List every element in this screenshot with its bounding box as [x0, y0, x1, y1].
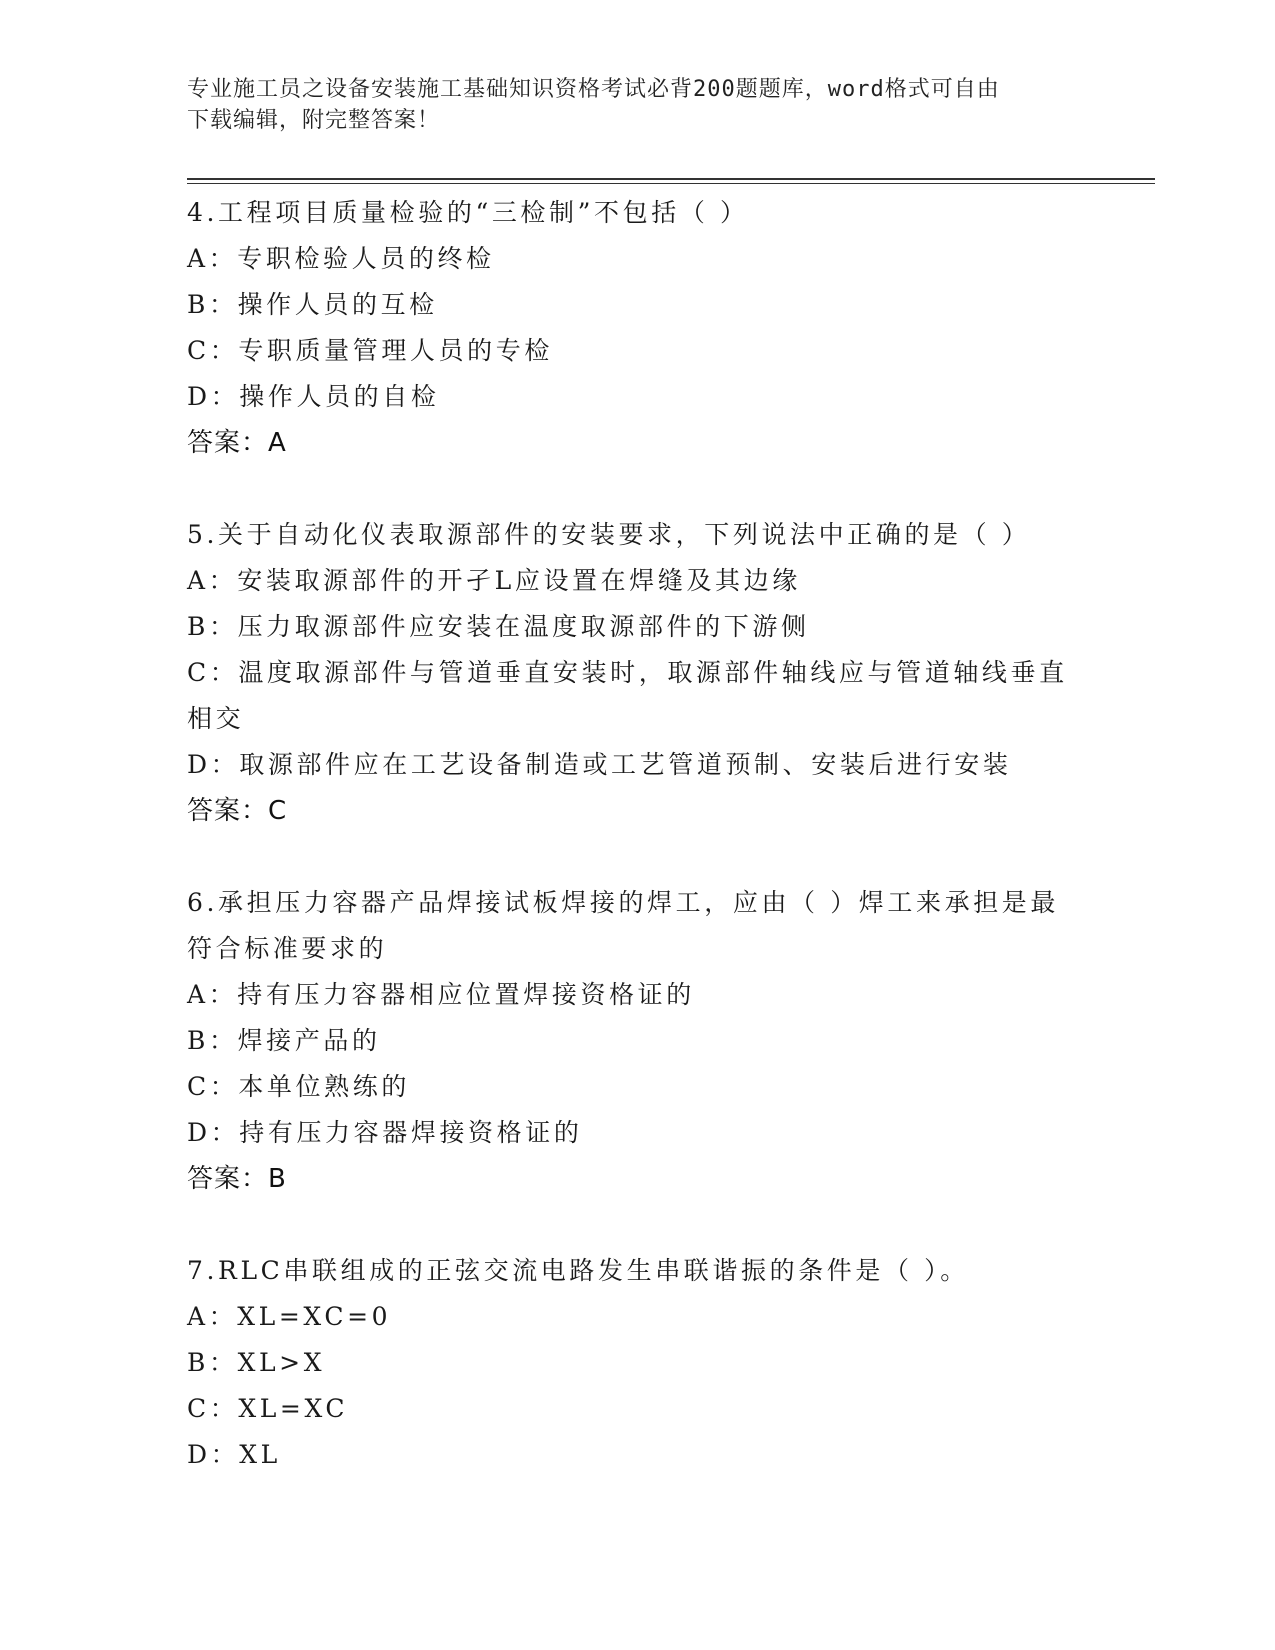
question-4	[187, 190, 1087, 466]
option-b: B：焊接产品的	[187, 1026, 381, 1055]
option-b: B：压力取源部件应安装在温度取源部件的下游侧	[187, 612, 810, 641]
option-a: A：XL=XC=0	[187, 1302, 392, 1331]
header-line-2: 下载编辑，附完整答案！	[187, 108, 441, 133]
question-5	[187, 512, 1087, 834]
answer: 答案：A	[187, 428, 287, 458]
question-7	[187, 1248, 1087, 1478]
answer: 答案：C	[187, 796, 288, 826]
option-a: A：持有压力容器相应位置焊接资格证的	[187, 980, 695, 1009]
option-b: B：XL>X	[187, 1348, 326, 1377]
question-stem: 5.关于自动化仪表取源部件的安装要求，下列说法中正确的是（ ）	[187, 520, 1031, 549]
option-c: C：XL=XC	[187, 1394, 349, 1423]
question-stem: 4.工程项目质量检验的“三检制”不包括（ ）	[187, 198, 749, 227]
option-c: C：温度取源部件与管道垂直安装时，取源部件轴线应与管道轴线垂直相交	[187, 658, 1068, 733]
option-c: C：专职质量管理人员的专检	[187, 336, 553, 365]
header-divider-thin	[187, 183, 1155, 184]
header-divider-thick	[187, 178, 1155, 180]
option-a: A：专职检验人员的终检	[187, 244, 495, 273]
question-6	[187, 880, 1087, 1202]
option-d: D：操作人员的自检	[187, 382, 440, 411]
option-d: D：取源部件应在工艺设备制造或工艺管道预制、安装后进行安装	[187, 750, 1012, 779]
document-header	[187, 74, 1077, 136]
header-line-1: 专业施工员之设备安装施工基础知识资格考试必背200题题库，word格式可自由	[187, 77, 1000, 102]
option-c: C：本单位熟练的	[187, 1072, 410, 1101]
question-stem: 7.RLC串联组成的正弦交流电路发生串联谐振的条件是（ ）。	[187, 1256, 969, 1285]
question-list	[187, 190, 1087, 1478]
question-stem: 6.承担压力容器产品焊接试板焊接的焊工，应由（ ）焊工来承担是最符合标准要求的	[187, 888, 1060, 963]
option-d: D：XL	[187, 1440, 281, 1469]
answer: 答案：B	[187, 1164, 287, 1194]
option-d: D：持有压力容器焊接资格证的	[187, 1118, 583, 1147]
option-b: B：操作人员的互检	[187, 290, 438, 319]
option-a: A：安装取源部件的开孑L应设置在焊缝及其边缘	[187, 566, 801, 595]
